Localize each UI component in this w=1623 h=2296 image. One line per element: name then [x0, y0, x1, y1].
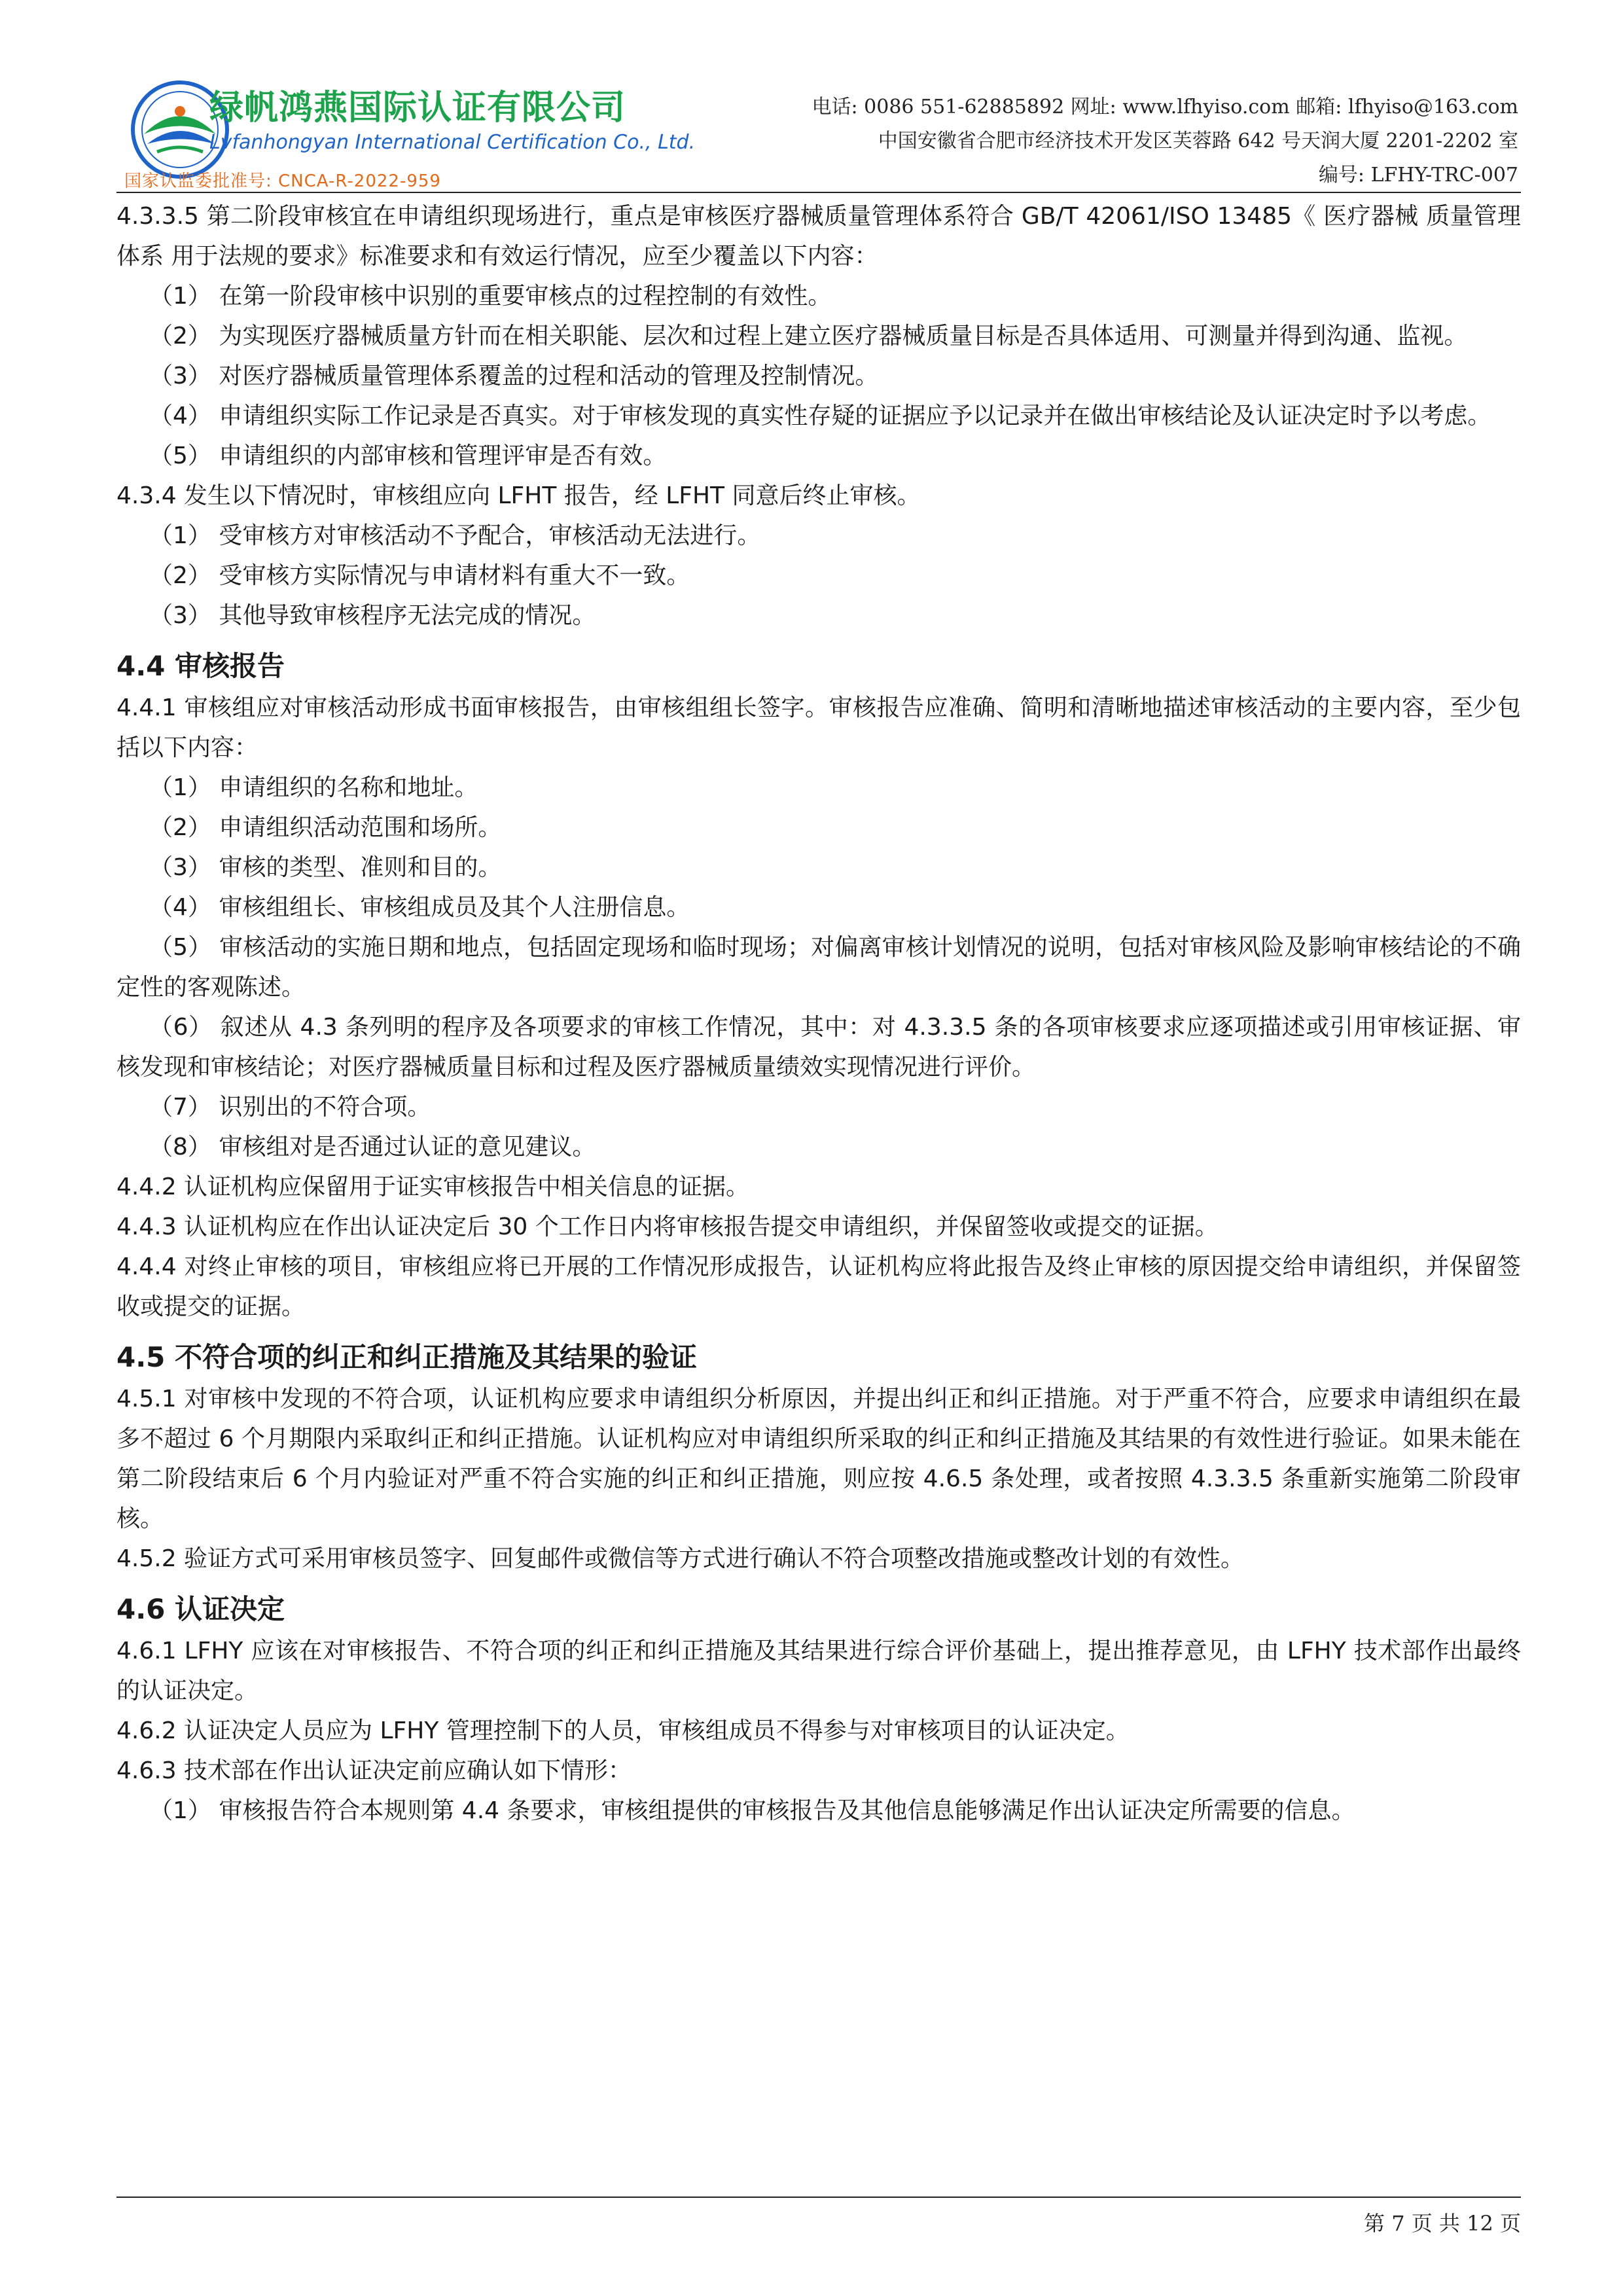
document-number: 编号: LFHY-TRC-007 — [1318, 164, 1518, 187]
list-item: （4） 申请组织实际工作记录是否真实。对于审核发现的真实性存疑的证据应予以记录并在做出审核结论及认证决定时予以考虑。 — [149, 403, 1491, 429]
list-item: （2） 为实现医疗器械质量方针而在相关职能、层次和过程上建立医疗器械质量目标是否具体适用、可测量并得到沟通、监视。 — [149, 323, 1468, 350]
clause-4-6-1: 4.6.1 LFHY 应该在对审核报告、不符合项的纠正和纠正措施及其结果进行综合评价基础上，提出推荐意见，由 LFHY 技术部作出最终的认证决定。 — [116, 1638, 1521, 1704]
list-item: （7） 识别出的不符合项。 — [149, 1094, 431, 1121]
clause-4-6-3: 4.6.3 技术部在作出认证决定前应确认如下情形： — [116, 1757, 632, 1784]
footer-divider — [116, 2197, 1521, 2198]
section-heading-4-4 — [116, 645, 1521, 688]
section-title: 不符合项的纠正和纠正措施及其结果的验证 — [175, 1341, 698, 1373]
section-title: 认证决定 — [175, 1593, 285, 1625]
list-item: （8） 审核组对是否通过认证的意见建议。 — [149, 1134, 596, 1160]
contact-phone-web-email: 电话: 0086 551-62885892 网址: www.lfhyiso.com 邮箱: lfhyiso@163.com — [812, 96, 1518, 118]
section-number: 4.4 — [116, 650, 166, 682]
list-item: （6） 叙述从 4.3 条列明的程序及各项要求的审核工作情况，其中：对 4.3.3.5 条的各项审核要求应逐项描述或引用审核证据、审核发现和审核结论；对医疗器械质量目标和过程及医疗器械质量绩效实现情况进行评价。 — [116, 1014, 1521, 1081]
list-item: （1） 审核报告符合本规则第 4.4 条要求，审核组提供的审核报告及其他信息能够满足作出认证决定所需要的信息。 — [149, 1797, 1355, 1824]
clause-4-4-4: 4.4.4 对终止审核的项目，审核组应将已开展的工作情况形成报告，认证机构应将此报告及终止审核的原因提交给申请组织，并保留签收或提交的证据。 — [116, 1253, 1521, 1320]
contact-info — [812, 90, 1518, 192]
clause-4-5-2: 4.5.2 验证方式可采用审核员签字、回复邮件或微信等方式进行确认不符合项整改措施或整改计划的有效性。 — [116, 1545, 1245, 1572]
list-item: （3） 审核的类型、准则和目的。 — [149, 854, 502, 881]
clause-4-4-2: 4.4.2 认证机构应保留用于证实审核报告中相关信息的证据。 — [116, 1174, 750, 1200]
document-body — [116, 196, 1521, 1831]
section-title: 审核报告 — [175, 650, 285, 682]
list-item: （5） 申请组织的内部审核和管理评审是否有效。 — [149, 442, 667, 469]
contact-address: 中国安徽省合肥市经济技术开发区芙蓉路 642 号天润大厦 2201-2202 室 — [878, 130, 1518, 152]
list-item: （3） 其他导致审核程序无法完成的情况。 — [149, 602, 596, 629]
list-item: （5） 审核活动的实施日期和地点，包括固定现场和临时现场；对偏离审核计划情况的说明，包括对审核风险及影响审核结论的不确定性的客观陈述。 — [116, 934, 1521, 1001]
list-item: （1） 申请组织的名称和地址。 — [149, 774, 478, 801]
section-heading-4-6 — [116, 1588, 1521, 1631]
list-item: （3） 对医疗器械质量管理体系覆盖的过程和活动的管理及控制情况。 — [149, 363, 879, 389]
company-name-en: Lvfanhongyan International Certification Co., Ltd. — [209, 131, 696, 154]
section-heading-4-5 — [116, 1336, 1521, 1379]
clause-4-4-1: 4.4.1 审核组应对审核活动形成书面审核报告，由审核组组长签字。审核报告应准确、简明和清晰地描述审核活动的主要内容，至少包括以下内容： — [116, 694, 1521, 761]
section-number: 4.6 — [116, 1593, 166, 1625]
clause-4-4-3: 4.4.3 认证机构应在作出认证决定后 30 个工作日内将审核报告提交申请组织，并保留签收或提交的证据。 — [116, 1213, 1219, 1240]
list-item: （2） 申请组织活动范围和场所。 — [149, 814, 502, 841]
page-header — [118, 65, 1518, 190]
list-item: （2） 受审核方实际情况与申请材料有重大不一致。 — [149, 562, 690, 589]
clause-4-6-2: 4.6.2 认证决定人员应为 LFHY 管理控制下的人员，审核组成员不得参与对审核项目的认证决定。 — [116, 1717, 1130, 1744]
section-number: 4.5 — [116, 1341, 166, 1373]
company-name-cn: 绿帆鸿燕国际认证有限公司 — [209, 88, 626, 128]
list-item: （1） 受审核方对审核活动不予配合，审核活动无法进行。 — [149, 522, 761, 549]
clause-4-3-4: 4.3.4 发生以下情况时，审核组应向 LFHT 报告，经 LFHT 同意后终止审核。 — [116, 482, 921, 509]
list-item: （1） 在第一阶段审核中识别的重要审核点的过程控制的有效性。 — [149, 283, 832, 310]
page-number: 第 7 页 共 12 页 — [1364, 2211, 1521, 2236]
header-divider — [116, 192, 1521, 193]
clause-4-5-1: 4.5.1 对审核中发现的不符合项，认证机构应要求申请组织分析原因，并提出纠正和纠正措施。对于严重不符合，应要求申请组织在最多不超过 6 个月期限内采取纠正和纠正措施。认证机构应对申请组织所采取的纠正和纠正措施及其结果的有效性进行验证。如果未能在第二阶段结束后 6 个月内验证对严重不符合实施的纠正和纠正措施，则应按 4.6.5 条处理，或者按照 4.3.3.5 条重新实施第二阶段审核。 — [116, 1386, 1521, 1532]
list-item: （4） 审核组组长、审核组成员及其个人注册信息。 — [149, 894, 690, 921]
approval-number: 国家认监委批准号: CNCA-R-2022-959 — [124, 171, 441, 191]
clause-4-3-3-5: 4.3.3.5 第二阶段审核宜在申请组织现场进行，重点是审核医疗器械质量管理体系符合 GB/T 42061/ISO 13485《 医疗器械 质量管理体系 用于法规的要求》标准要求和有效运行情况，应至少覆盖以下内容： — [116, 203, 1521, 270]
